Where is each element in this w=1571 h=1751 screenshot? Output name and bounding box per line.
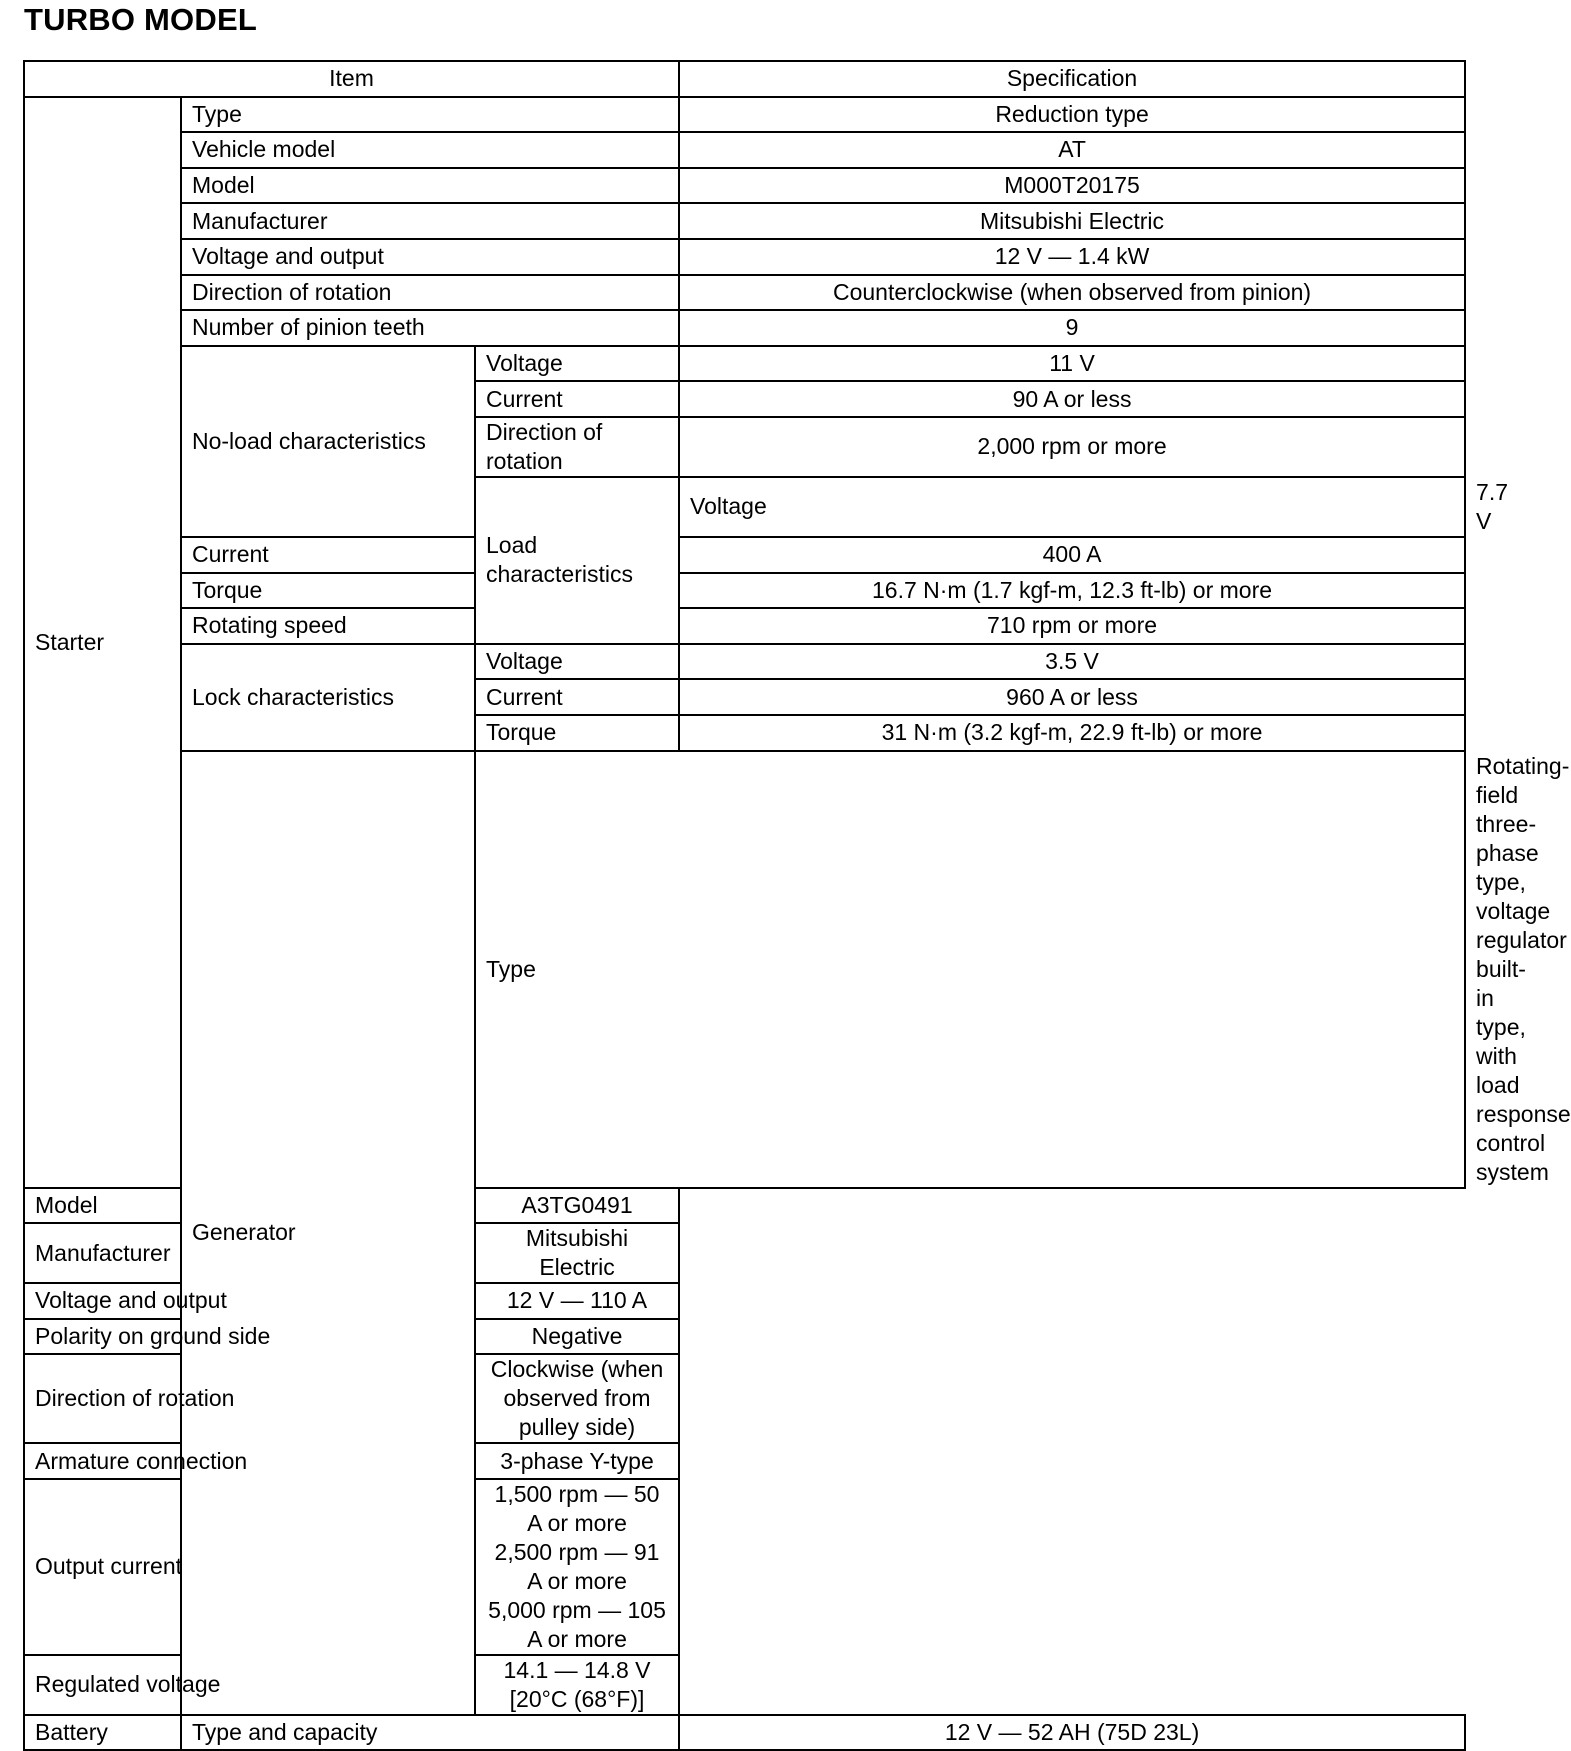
header-item: Item: [24, 61, 679, 97]
row-label: Direction of rotation: [24, 1354, 475, 1443]
table-row: [24, 239, 1465, 275]
group-lock: Lock characteristics: [181, 644, 475, 751]
table-row: [24, 608, 1465, 644]
row-label: Number of pinion teeth: [181, 310, 679, 346]
group-no-load: No-load characteristics: [181, 346, 475, 537]
row-label: Model: [181, 168, 679, 204]
row-sublabel: Torque: [181, 573, 475, 609]
row-sublabel: Voltage: [475, 644, 679, 680]
row-label: Manufacturer: [24, 1223, 475, 1283]
row-label: Voltage and output: [24, 1283, 475, 1319]
row-value: 3-phase Y-type: [475, 1443, 679, 1479]
row-sublabel: [475, 417, 679, 477]
row-value: A3TG0491: [475, 1188, 679, 1224]
row-value: Mitsubishi Electric: [475, 1223, 679, 1283]
table-row: Generator Type Rotating-field three-phase type, voltage regulator built-in type, with load response control system: [24, 751, 1465, 1188]
section-battery: Battery: [24, 1715, 181, 1751]
row-value: 90 A or less: [679, 381, 1465, 417]
row-value: 2,000 rpm or more: [679, 417, 1465, 477]
row-value: 400 A: [679, 537, 1465, 573]
row-sublabel-line: Direction of: [486, 418, 603, 445]
row-value: [475, 1479, 679, 1655]
row-sublabel: Torque: [475, 715, 679, 751]
row-label: Armature connection: [24, 1443, 475, 1479]
row-value: 710 rpm or more: [679, 608, 1465, 644]
row-sublabel: Voltage: [475, 346, 679, 382]
row-value: AT: [679, 132, 1465, 168]
section-starter: Starter: [24, 97, 181, 1188]
row-sublabel: Current: [475, 679, 679, 715]
table-row: [24, 97, 1465, 133]
table-row: [24, 537, 1465, 573]
row-value: 16.7 N·m (1.7 kgf-m, 12.3 ft-lb) or more: [679, 573, 1465, 609]
row-sublabel-line: rotation: [486, 447, 563, 474]
row-value: 9: [679, 310, 1465, 346]
table-row: [24, 346, 1465, 382]
row-sublabel: Rotating speed: [181, 608, 475, 644]
row-sublabel: Current: [475, 381, 679, 417]
row-value: 12 V — 110 A: [475, 1283, 679, 1319]
table-row: [24, 310, 1465, 346]
row-value-line: 2,500 rpm — 91 A or more: [494, 1538, 660, 1594]
row-label: Model: [24, 1188, 475, 1224]
table-row: [24, 1319, 1465, 1355]
page-title: TURBO MODEL: [24, 2, 257, 37]
table-row: [24, 132, 1465, 168]
table-row: [24, 644, 1465, 680]
spec-table: [23, 60, 1571, 1751]
row-label: Type: [181, 97, 679, 133]
row-value-line: 1,500 rpm — 50 A or more: [494, 1480, 660, 1536]
row-label: Manufacturer: [181, 203, 679, 239]
row-value: 960 A or less: [679, 679, 1465, 715]
table-row: [24, 1354, 1465, 1443]
row-label: Output current: [24, 1479, 475, 1655]
table-row: [24, 1655, 1465, 1715]
group-load: Load characteristics: [475, 477, 679, 644]
row-label: Voltage and output: [181, 239, 679, 275]
row-label: Direction of rotation: [181, 275, 679, 311]
row-value: Clockwise (when observed from pulley side): [475, 1354, 679, 1443]
table-row: [24, 573, 1465, 609]
row-value: Mitsubishi Electric: [679, 203, 1465, 239]
row-value: 12 V — 1.4 kW: [679, 239, 1465, 275]
row-value: Counterclockwise (when observed from pinion): [679, 275, 1465, 311]
row-value: 14.1 — 14.8 V [20°C (68°F)]: [475, 1655, 679, 1715]
row-label: Polarity on ground side: [24, 1319, 475, 1355]
row-value-line: 5,000 rpm — 105 A or more: [488, 1596, 666, 1652]
table-row: [24, 168, 1465, 204]
row-value: M000T20175: [679, 168, 1465, 204]
table-row: [24, 1283, 1465, 1319]
row-label: Regulated voltage: [24, 1655, 475, 1715]
table-row: [24, 1715, 1465, 1751]
header-specification: Specification: [679, 61, 1465, 97]
row-sublabel: Current: [181, 537, 475, 573]
table-row: [24, 1479, 1465, 1655]
row-label: Type and capacity: [181, 1715, 679, 1751]
table-row: Load characteristics Voltage 7.7 V: [24, 477, 1465, 537]
table-row: [24, 203, 1465, 239]
row-value: Reduction type: [679, 97, 1465, 133]
row-label: Type: [475, 751, 1465, 1188]
table-row: [24, 275, 1465, 311]
header-row: [24, 61, 1465, 97]
row-value: Negative: [475, 1319, 679, 1355]
row-value: 31 N·m (3.2 kgf-m, 22.9 ft-lb) or more: [679, 715, 1465, 751]
row-sublabel: Voltage: [679, 477, 1465, 537]
row-value: 3.5 V: [679, 644, 1465, 680]
row-label: Vehicle model: [181, 132, 679, 168]
row-value: 12 V — 52 AH (75D 23L): [679, 1715, 1465, 1751]
section-generator: Generator: [181, 751, 475, 1715]
table-row: [24, 1443, 1465, 1479]
row-value: 11 V: [679, 346, 1465, 382]
